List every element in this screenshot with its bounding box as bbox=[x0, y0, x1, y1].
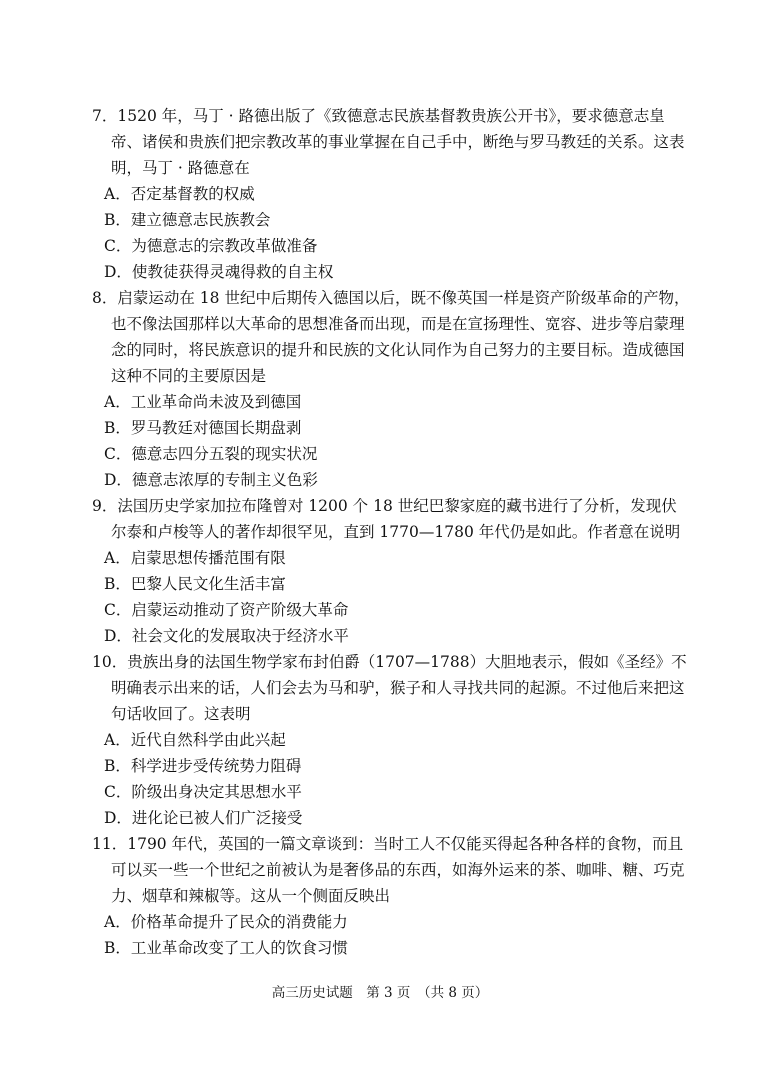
answer-option: A．否定基督教的权威 bbox=[104, 185, 255, 203]
question-stem-line: 明，马丁 · 路德意在 bbox=[111, 159, 250, 177]
question-stem-line: 力、烟草和辣椒等。这从一个侧面反映出 bbox=[111, 887, 391, 905]
question-block bbox=[92, 493, 681, 649]
question-stem-first-line: 7．1520 年，马丁 · 路德出版了《致德意志民族基督教贵族公开书》，要求德意志皇 bbox=[92, 107, 665, 125]
question-block bbox=[92, 649, 687, 831]
answer-option: A．工业革命尚未波及到德国 bbox=[104, 393, 302, 411]
answer-option: D．社会文化的发展取决于经济水平 bbox=[104, 627, 349, 645]
question-stem-line: 这种不同的主要原因是 bbox=[111, 367, 267, 385]
question-stem-line: 也不像法国那样以大革命的思想准备而出现，而是在宣扬理性、宽容、进步等启蒙理 bbox=[111, 315, 685, 333]
answer-option: D．进化论已被人们广泛接受 bbox=[104, 809, 303, 827]
answer-option: C．启蒙运动推动了资产阶级大革命 bbox=[104, 601, 349, 619]
answer-option: A．价格革命提升了民众的消费能力 bbox=[104, 913, 348, 931]
question-stem-line: 帝、诸侯和贵族们把宗教改革的事业掌握在自己手中，断绝与罗马教廷的关系。这表 bbox=[111, 133, 685, 151]
question-stem-line: 明确表示出来的话，人们会去为马和驴，猴子和人寻找共同的起源。不过他后来把这 bbox=[111, 679, 685, 697]
question-block bbox=[92, 103, 685, 285]
answer-option: C．为德意志的宗教改革做准备 bbox=[104, 237, 318, 255]
answer-option: A．近代自然科学由此兴起 bbox=[104, 731, 286, 749]
answer-option: B．工业革命改变了工人的饮食习惯 bbox=[104, 939, 348, 957]
question-stem-first-line: 10．贵族出身的法国生物学家布封伯爵（1707—1788）大胆地表示，假如《圣经》不 bbox=[92, 653, 687, 671]
question-list bbox=[92, 103, 690, 961]
answer-option: B．建立德意志民族教会 bbox=[104, 211, 271, 229]
question-stem-first-line: 9．法国历史学家加拉布隆曾对 1200 个 18 世纪巴黎家庭的藏书进行了分析，发现伏 bbox=[92, 497, 677, 515]
answer-option: A．启蒙思想传播范围有限 bbox=[104, 549, 286, 567]
answer-option: D．德意志浓厚的专制主义色彩 bbox=[104, 471, 318, 489]
question-block bbox=[92, 285, 690, 493]
question-stem-line: 念的同时，将民族意识的提升和民族的文化认同作为自己努力的主要目标。造成德国 bbox=[111, 341, 685, 359]
question-stem-line: 可以买一些一个世纪之前被认为是奢侈品的东西，如海外运来的茶、咖啡、糖、巧克 bbox=[111, 861, 685, 879]
question-stem-first-line: 8．启蒙运动在 18 世纪中后期传入德国以后，既不像英国一样是资产阶级革命的产物， bbox=[92, 289, 690, 307]
question-stem-line: 句话收回了。这表明 bbox=[111, 705, 251, 723]
answer-option: D．使教徒获得灵魂得救的自主权 bbox=[104, 263, 334, 281]
answer-option: C．德意志四分五裂的现实状况 bbox=[104, 445, 318, 463]
question-block bbox=[92, 831, 685, 961]
question-stem-line: 尔泰和卢梭等人的著作却很罕见，直到 1770—1780 年代仍是如此。作者意在说明 bbox=[111, 523, 681, 541]
answer-option: B．巴黎人民文化生活丰富 bbox=[104, 575, 286, 593]
question-stem-first-line: 11．1790 年代，英国的一篇文章谈到：当时工人不仅能买得起各种各样的食物，而且 bbox=[92, 835, 684, 853]
answer-option: B．罗马教廷对德国长期盘剥 bbox=[104, 419, 302, 437]
page-footer: 高三历史试题 第 3 页 （共 8 页） bbox=[271, 985, 489, 1001]
answer-option: C．阶级出身决定其思想水平 bbox=[104, 783, 302, 801]
answer-option: B．科学进步受传统势力阻碍 bbox=[104, 757, 302, 775]
